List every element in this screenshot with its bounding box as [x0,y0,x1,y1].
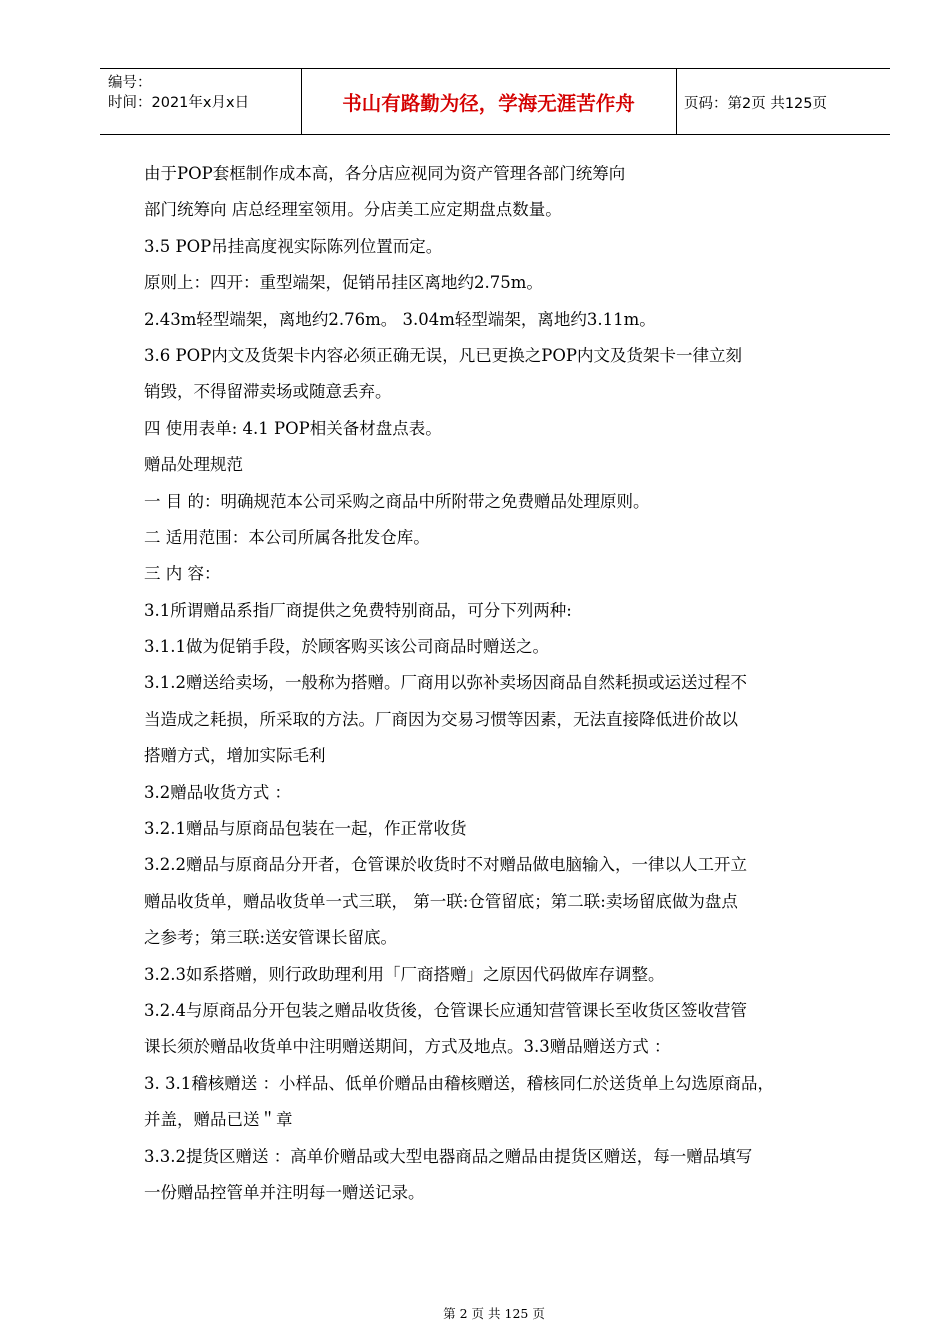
page-header [100,68,890,135]
text-line: 赠品处理规范 [144,455,243,475]
text-line: 2.43m轻型端架，离地约2.76m。 3.04m轻型端架，离地约3.11m。 [144,309,656,329]
page-footer: 第 2 页 共 125 页 [443,1306,545,1321]
header-divider-right [676,69,677,134]
document-code-label: 编号： [108,75,152,91]
text-line: 二 适用范围：本公司所属各批发仓库。 [144,527,430,547]
text-line: 一 目 的：明确规范本公司采购之商品中所附带之免费赠品处理原则。 [144,491,650,511]
text-line: 四 使用表单: 4.1 POP相关备材盘点表。 [144,418,442,438]
document-body [144,156,860,1211]
text-line: 3.2.4与原商品分开包装之赠品收货後，仓管课长应通知营管课长至收货区签收营管 [144,1000,747,1020]
text-line: 赠品收货单，赠品收货单一式三联， 第一联:仓管留底；第二联:卖场留底做为盘点 [144,891,738,911]
header-motto: 书山有路勤为径，学海无涯苦作舟 [342,92,635,115]
text-line: 当造成之耗损，所采取的方法。厂商因为交易习惯等因素，无法直接降低进价故以 [144,709,738,729]
header-meta [108,73,249,113]
text-line: 3.2.2赠品与原商品分开者，仓管课於收货时不对赠品做电脑输入，一律以人工开立 [144,855,747,875]
text-line: 部门统筹向 店总经理室领用。分店美工应定期盘点数量。 [144,200,562,220]
text-line: 原则上：四开：重型端架，促销吊挂区离地约2.75m。 [144,273,543,293]
text-line: 搭赠方式，增加实际毛利 [144,746,326,766]
text-line: 3.5 POP吊挂高度视实际陈列位置而定。 [144,236,443,256]
text-line: 销毁，不得留滞卖场或随意丢弃。 [144,382,392,402]
text-line: 课长须於赠品收货单中注明赠送期间，方式及地点。3.3赠品赠送方式 ： [144,1037,671,1057]
text-line: 3. 3.1稽核赠送 ：小样品、低单价赠品由稽核赠送，稽核同仁於送货单上勾选原商品， [144,1073,774,1093]
text-line: 3.2赠品收货方式 ： [144,782,291,802]
text-line: 一份赠品控管单并注明每一赠送记录。 [144,1182,425,1202]
text-line: 3.1.1做为促销手段，於顾客购买该公司商品时赠送之。 [144,637,549,657]
document-date-label: 时间：2021年x月x日 [108,95,250,111]
text-line: 3.6 POP内文及货架卡内容必须正确无误，凡已更换之POP内文及货架卡一律立刻 [144,345,742,365]
text-line: 3.1.2赠送给卖场，一般称为搭赠。厂商用以弥补卖场因商品自然耗损或运送过程不 [144,673,747,693]
text-line: 由于POP套框制作成本高，各分店应视同为资产管理各部门统筹向 [144,164,626,183]
text-line: 之参考；第三联:送安管课长留底。 [144,928,398,948]
text-line: 3.2.1赠品与原商品包装在一起，作正常收货 [144,819,467,839]
text-line: 三 内 容： [144,564,221,584]
text-line: 3.2.3如系搭赠，则行政助理利用「厂商搭赠」之原因代码做库存调整。 [144,964,665,984]
text-line: 并盖，赠品已送＂章 [144,1110,293,1130]
header-page-info: 页码：第2页 共125页 [684,95,828,112]
text-line: 3.3.2提货区赠送 ：高单价赠品或大型电器商品之赠品由提货区赠送，每一赠品填写 [144,1146,753,1166]
text-line: 3.1所谓赠品系指厂商提供之免费特别商品，可分下列两种: [144,600,572,620]
